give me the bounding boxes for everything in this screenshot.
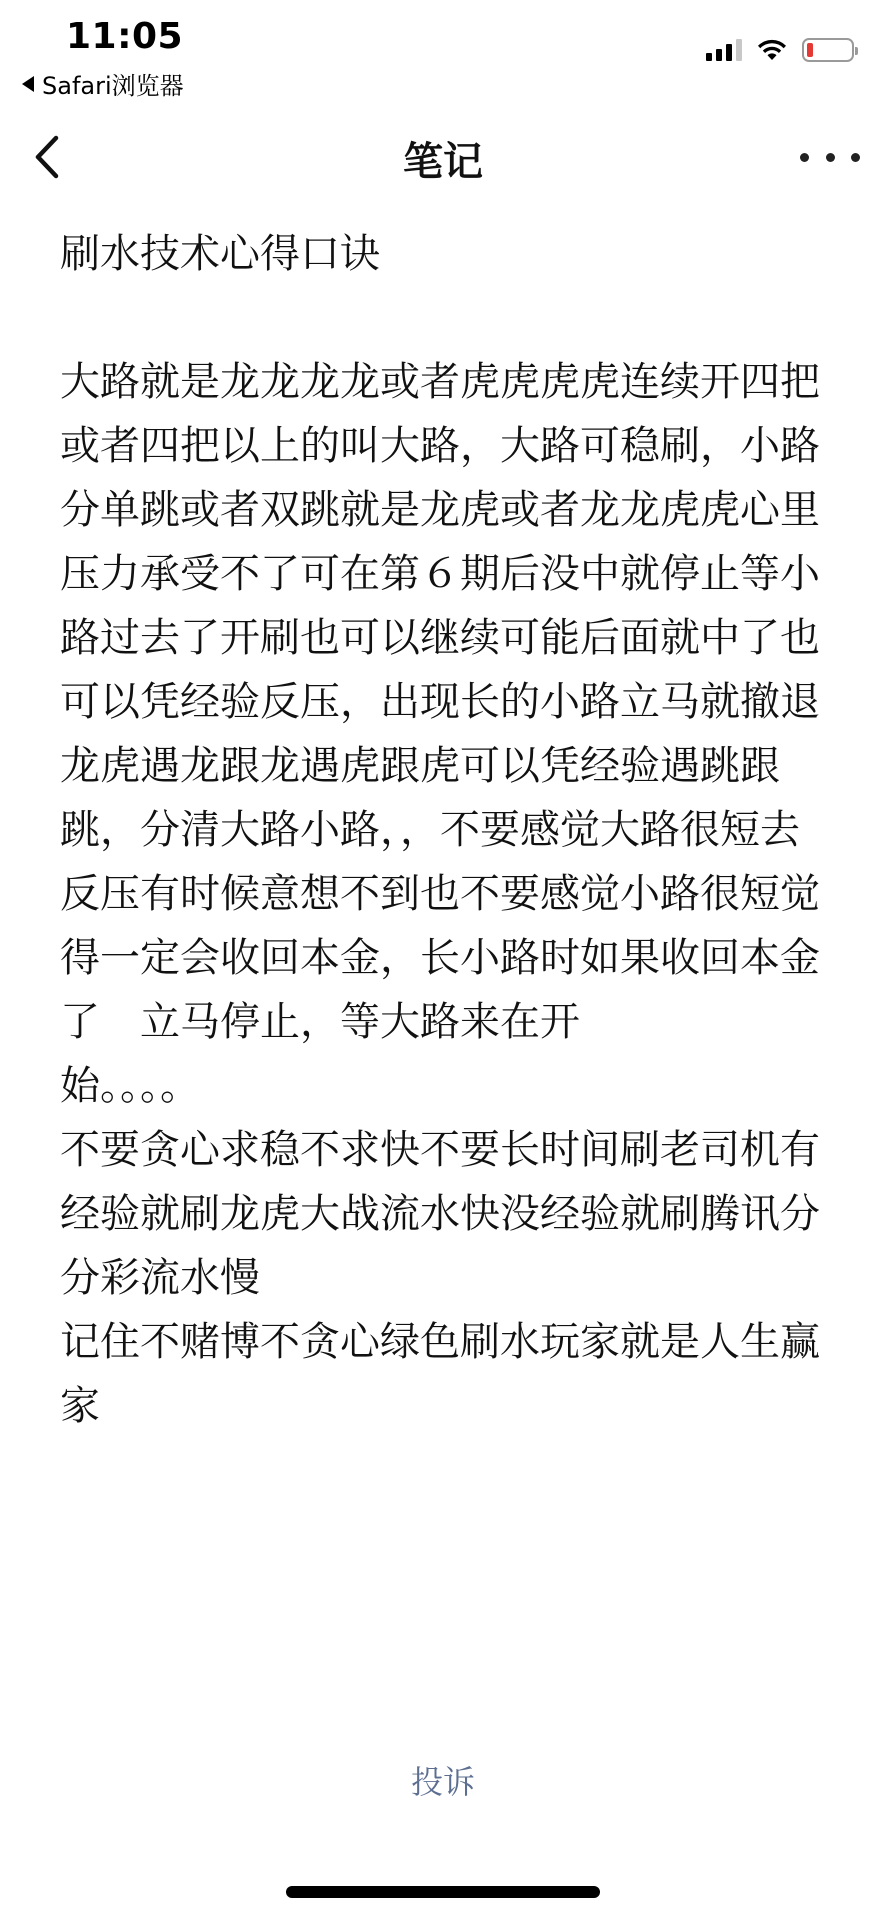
note-paragraph: 龙虎遇龙跟龙遇虎跟虎可以凭经验遇跳跟跳，分清大路小路，，不要感觉大路很短去反压有时候意想不到也不要感觉小路很短觉得一定会收回本金，长小路时如果收回本金了 立马停止，等大路来在开 始。。。。 [60, 743, 820, 1109]
page-title: 笔记 [403, 139, 483, 185]
nav-bar [0, 110, 886, 202]
more-options-button[interactable] [800, 132, 860, 182]
status-bar [0, 0, 886, 110]
home-indicator[interactable] [286, 1886, 600, 1898]
note-paragraph: 记住不赌博不贪心绿色刷水玩家就是人生赢家 [60, 1319, 820, 1429]
status-icons [706, 38, 854, 62]
back-to-safari-button[interactable] [22, 66, 184, 101]
report-link[interactable]: 投诉 [410, 1763, 475, 1801]
more-dot-icon [826, 153, 835, 162]
wifi-icon [756, 38, 788, 62]
note-paragraph: 不要贪心求稳不求快不要长时间刷老司机有经验就刷龙虎大战流水快没经验就刷腾讯分分彩流水慢 [60, 1127, 820, 1301]
status-time: 11:05 [66, 16, 184, 57]
note-paragraph: 大路就是龙龙龙龙或者虎虎虎虎连续开四把或者四把以上的叫大路，大路可稳刷，小路分单跳或者双跳就是龙虎或者龙龙虎虎心里压力承受不了可在第６期后没中就停止等小路过去了开刷也可以继续可能后面就中了也可以凭经验反压，出现长的小路立马就撤退 [60, 359, 820, 725]
back-triangle-icon [22, 76, 34, 92]
cellular-signal-icon [706, 39, 742, 61]
more-dot-icon [851, 153, 860, 162]
blank-line [60, 286, 830, 350]
note-content [60, 222, 830, 1438]
battery-icon [802, 38, 854, 62]
more-dot-icon [800, 153, 809, 162]
note-title: 刷水技术心得口诀 [60, 231, 380, 277]
back-to-app-label: Safari浏览器 [42, 72, 184, 100]
